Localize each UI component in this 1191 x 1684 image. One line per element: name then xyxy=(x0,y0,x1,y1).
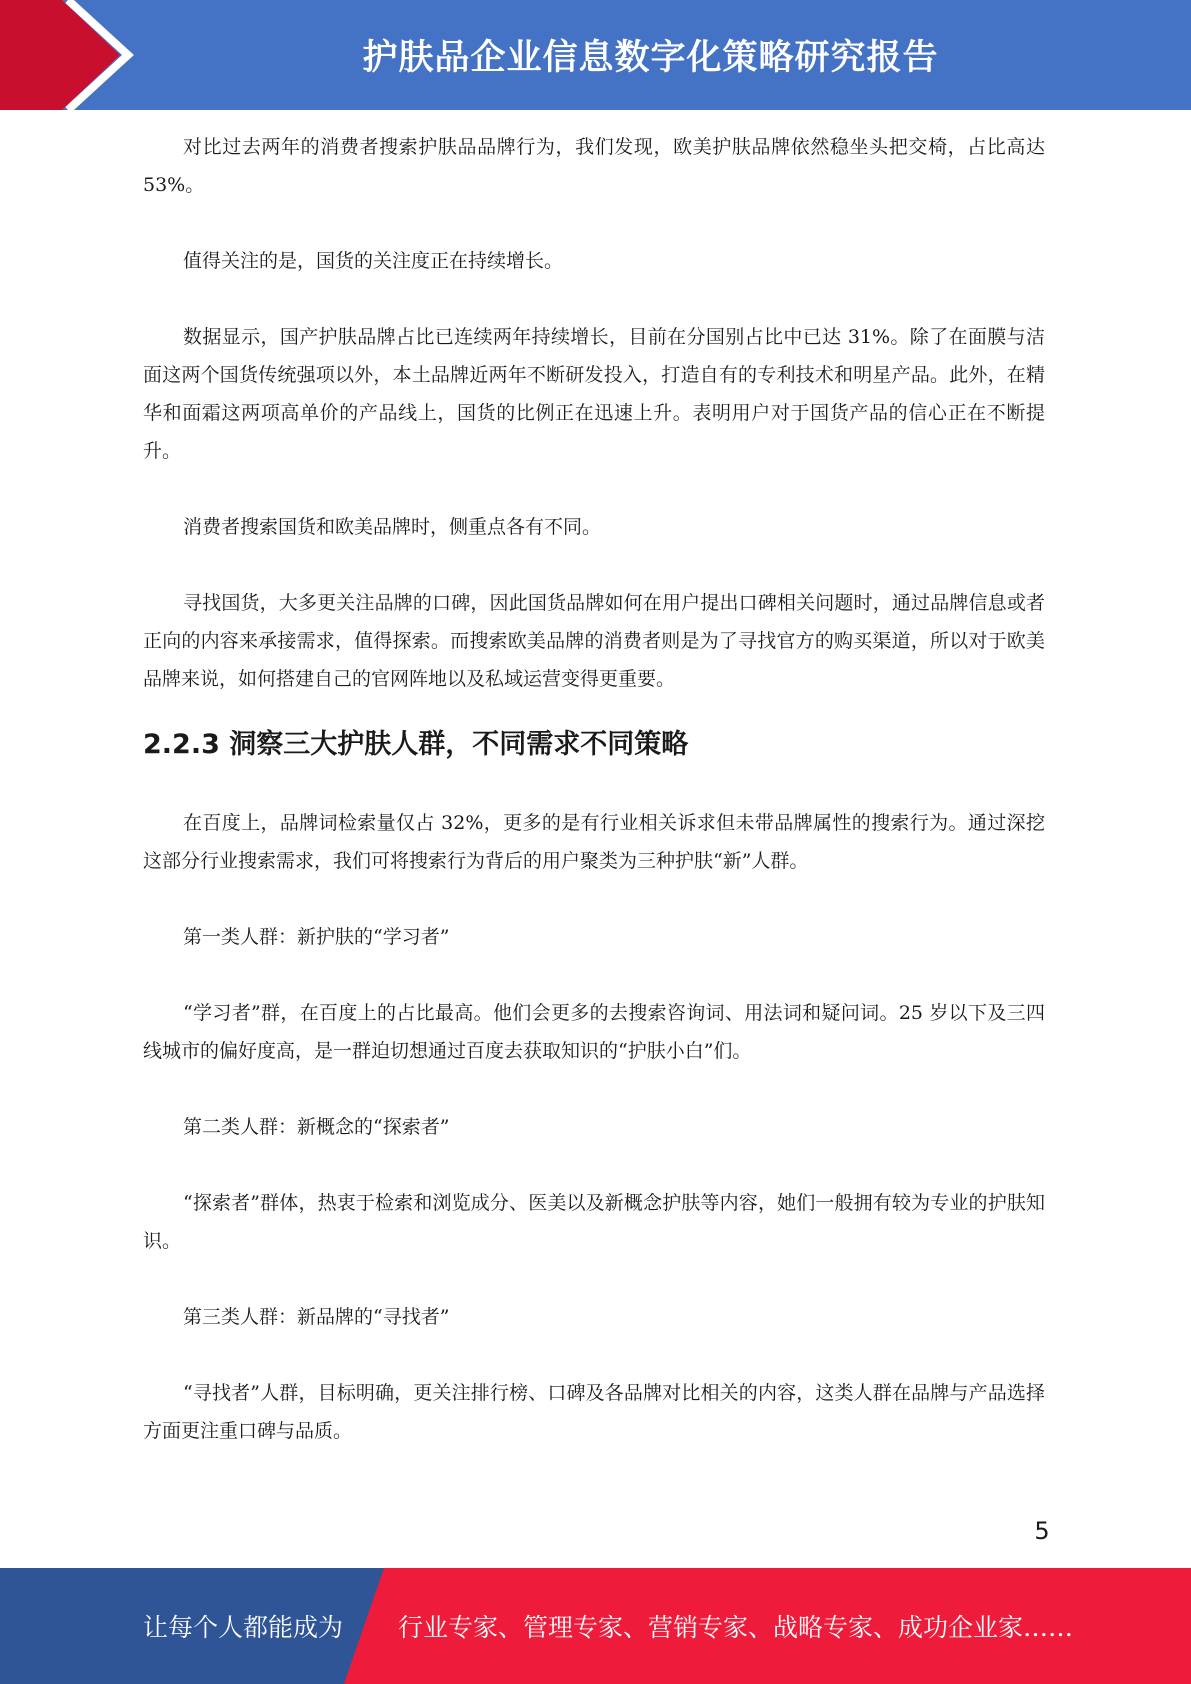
header-chevron-icon xyxy=(0,0,160,110)
group-title: 第三类人群：新品牌的“寻找者” xyxy=(183,1306,450,1328)
page-footer xyxy=(0,1568,1191,1684)
paragraph: 在百度上，品牌词检索量仅占 32%，更多的是有行业相关诉求但未带品牌属性的搜索行为。通过深挖这部分行业搜索需求，我们可将搜索行为背后的用户聚类为三种护肤“新”人群。 xyxy=(143,812,1045,872)
paragraph: 消费者搜索国货和欧美品牌时，侧重点各有不同。 xyxy=(183,516,602,538)
paragraph: “探索者”群体，热衷于检索和浏览成分、医美以及新概念护肤等内容，她们一般拥有较为专业的护肤知识。 xyxy=(143,1192,1045,1252)
paragraph: 寻找国货，大多更关注品牌的口碑，因此国货品牌如何在用户提出口碑相关问题时，通过品牌信息或者正向的内容来承接需求，值得探索。而搜索欧美品牌的消费者则是为了寻找官方的购买渠道，所以对于欧美品牌来说，如何搭建自己的官网阵地以及私域运营变得更重要。 xyxy=(143,592,1045,690)
footer-slogan-right: 行业专家、管理专家、营销专家、战略专家、成功企业家…… xyxy=(398,1613,1074,1642)
group-title: 第一类人群：新护肤的“学习者” xyxy=(183,926,450,948)
footer-slogan-left: 让每个人都能成为 xyxy=(143,1613,344,1642)
paragraph: 数据显示，国产护肤品牌占比已连续两年持续增长，目前在分国别占比中已达 31%。除了在面膜与洁面这两个国货传统强项以外，本土品牌近两年不断研发投入，打造自有的专利技术和明星产品。此外，在精华和面霜这两项高单价的产品线上，国货的比例正在迅速上升。表明用户对于国货产品的信心正在不断提升。 xyxy=(143,326,1045,462)
section-heading: 2.2.3 洞察三大护肤人群，不同需求不同策略 xyxy=(143,729,689,760)
page-header xyxy=(0,0,1191,110)
paragraph: 值得关注的是，国货的关注度正在持续增长。 xyxy=(183,250,564,272)
page-number: 5 xyxy=(1034,1517,1050,1545)
main-content xyxy=(143,128,1045,1488)
paragraph: “寻找者”人群，目标明确，更关注排行榜、口碑及各品牌对比相关的内容，这类人群在品牌与产品选择方面更注重口碑与品质。 xyxy=(143,1382,1045,1442)
document-title: 护肤品企业信息数字化策略研究报告 xyxy=(362,38,939,78)
paragraph: 对比过去两年的消费者搜索护肤品品牌行为，我们发现，欧美护肤品牌依然稳坐头把交椅，占比高达 53%。 xyxy=(143,136,1045,196)
paragraph: “学习者”群，在百度上的占比最高。他们会更多的去搜索咨询词、用法词和疑问词。25 岁以下及三四线城市的偏好度高，是一群迫切想通过百度去获取知识的“护肤小白”们。 xyxy=(143,1002,1045,1062)
group-title: 第二类人群：新概念的“探索者” xyxy=(183,1116,450,1138)
